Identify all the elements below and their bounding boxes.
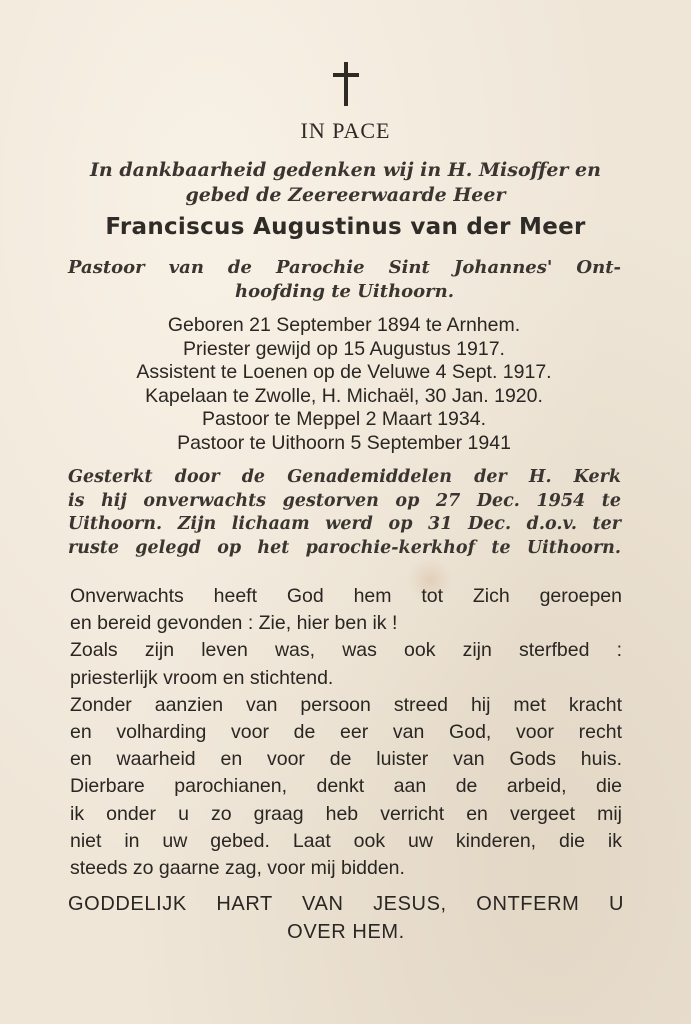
death-notice bbox=[68, 466, 621, 560]
death-notice-line: ruste gelegd op het parochie-kerkhof te Uithoorn. bbox=[68, 537, 621, 558]
eulogy-text bbox=[70, 583, 622, 882]
role-line: hoofding te Uithoorn. bbox=[234, 281, 455, 302]
eulogy-line: Zonder aanzien van persoon streed hij met kracht bbox=[70, 693, 622, 716]
eulogy-line: steeds zo gaarne zag, voor mij bidden. bbox=[70, 857, 405, 880]
death-notice-line: is hij onverwachts gestorven op 27 Dec. 1954 te bbox=[68, 490, 621, 511]
intro-line: In dankbaarheid gedenken wij in H. Misoffer en bbox=[90, 159, 601, 181]
cross-icon bbox=[0, 62, 691, 106]
eulogy-line: ik onder u zo graag heb verricht en vergeet mij bbox=[70, 802, 622, 825]
closing-prayer bbox=[68, 890, 624, 946]
death-notice-line: Gesterkt door de Genademiddelen der H. Kerk bbox=[68, 467, 621, 487]
biography-line: Pastoor te Meppel 2 Maart 1934. bbox=[202, 408, 486, 430]
eulogy-line: en waarheid en voor de luister van Gods huis. bbox=[70, 748, 622, 771]
biography-line: Assistent te Loenen op de Veluwe 4 Sept. 1917. bbox=[136, 361, 552, 383]
role-text bbox=[68, 256, 621, 304]
card-heading: IN PACE bbox=[300, 118, 391, 143]
biography-line: Kapelaan te Zwolle, H. Michaël, 30 Jan. 1920. bbox=[145, 384, 543, 407]
eulogy-line: priesterlijk vroom en stichtend. bbox=[70, 666, 334, 689]
biography-line: Priester gewijd op 15 Augustus 1917. bbox=[183, 337, 505, 360]
death-notice-line: Uithoorn. Zijn lichaam werd op 31 Dec. d.o.v. ter bbox=[68, 514, 621, 534]
eulogy-line: en volharding voor de eer van God, voor recht bbox=[70, 721, 622, 744]
deceased-name: Franciscus Augustinus van der Meer bbox=[105, 214, 586, 240]
intro-text bbox=[60, 158, 631, 208]
eulogy-line: Dierbare parochianen, denkt aan de arbeid, die bbox=[70, 775, 622, 798]
biography-line: Geboren 21 September 1894 te Arnhem. bbox=[167, 314, 521, 336]
eulogy-line: niet in uw gebed. Laat ook uw kinderen, die ik bbox=[70, 829, 622, 852]
biography bbox=[66, 314, 622, 455]
eulogy-line: Onverwachts heeft God hem tot Zich geroepen bbox=[70, 585, 622, 607]
closing-line: OVER HEM. bbox=[287, 921, 405, 943]
eulogy-line: Zoals zijn leven was, was ook zijn sterfbed : bbox=[70, 639, 622, 662]
role-line: Pastoor van de Parochie Sint Johannes' Ont- bbox=[68, 257, 621, 278]
eulogy-line: en bereid gevonden : Zie, hier ben ik ! bbox=[70, 612, 398, 635]
intro-line: gebed de Zeereerwaarde Heer bbox=[185, 184, 506, 206]
biography-line: Pastoor te Uithoorn 5 September 1941 bbox=[177, 431, 511, 454]
closing-line: GODDELIJK HART VAN JESUS, ONTFERM U bbox=[68, 893, 624, 915]
